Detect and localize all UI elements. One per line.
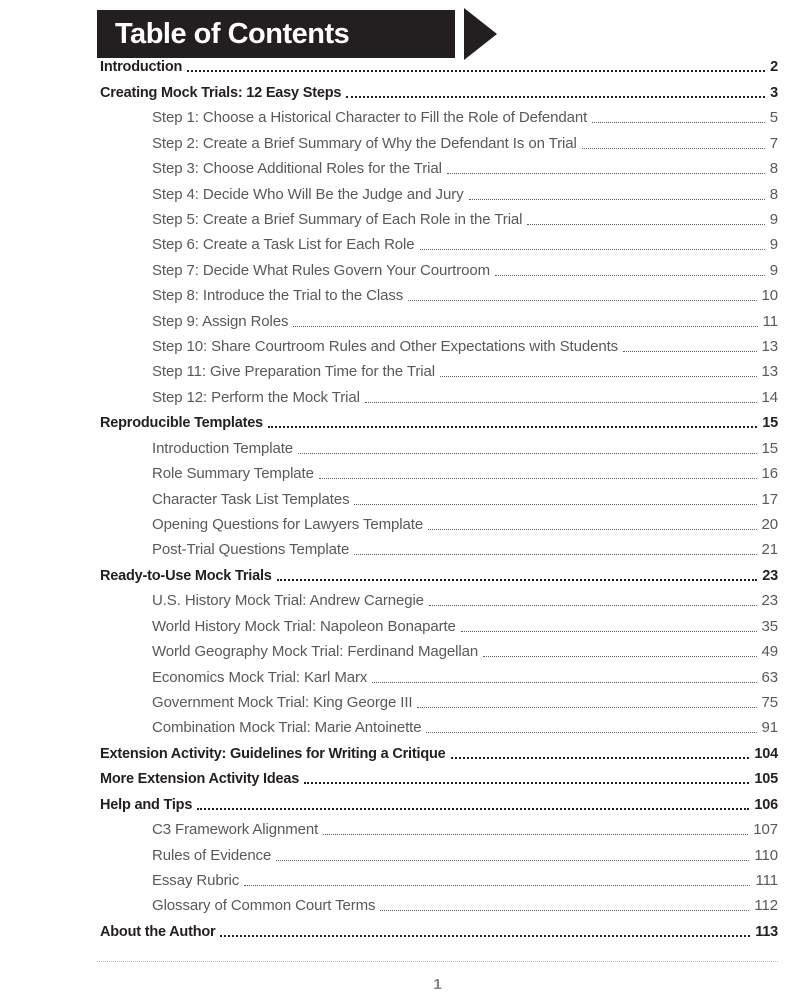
toc-entry-page: 63 bbox=[761, 668, 778, 686]
dot-leader bbox=[428, 529, 756, 530]
toc-entry-label: Rules of Evidence bbox=[152, 846, 272, 864]
toc-entry-label: World History Mock Trial: Napoleon Bonaparte bbox=[152, 617, 456, 635]
toc-entry-page: 20 bbox=[761, 516, 778, 534]
toc-entry bbox=[100, 889, 778, 914]
toc-entry-page: 111 bbox=[755, 871, 778, 889]
dot-leader bbox=[417, 707, 756, 708]
toc-entry-page: 91 bbox=[761, 719, 778, 737]
toc-entry bbox=[100, 431, 778, 456]
toc-entry-page: 9 bbox=[769, 261, 778, 279]
dot-leader bbox=[527, 224, 764, 225]
dot-leader bbox=[244, 885, 750, 886]
dot-leader bbox=[268, 426, 757, 428]
toc-entry-label: Step 8: Introduce the Trial to the Class bbox=[152, 287, 404, 305]
dot-leader bbox=[380, 910, 749, 911]
toc-entry-page: 9 bbox=[769, 236, 778, 254]
toc-entry-label: Reproducible Templates bbox=[100, 415, 263, 432]
toc-entry bbox=[100, 330, 778, 355]
toc-entry-label: Government Mock Trial: King George III bbox=[152, 693, 413, 711]
dot-leader bbox=[582, 148, 765, 149]
dot-leader bbox=[623, 351, 756, 352]
dot-leader bbox=[426, 732, 756, 733]
toc-entry-label: Glossary of Common Court Terms bbox=[152, 897, 376, 915]
dot-leader bbox=[354, 504, 756, 505]
dot-leader bbox=[408, 300, 756, 301]
toc-entry-page: 104 bbox=[754, 745, 778, 762]
toc-entry bbox=[100, 635, 778, 660]
dot-leader bbox=[319, 478, 757, 479]
toc-entry-label: Ready-to-Use Mock Trials bbox=[100, 567, 272, 584]
toc-entry bbox=[100, 406, 778, 431]
toc-entry-page: 110 bbox=[754, 846, 778, 864]
dot-leader bbox=[469, 199, 765, 200]
toc-entry-page: 13 bbox=[761, 363, 778, 381]
toc-entry bbox=[100, 126, 778, 151]
dot-leader bbox=[592, 122, 765, 123]
toc-entry bbox=[100, 711, 778, 736]
toc-entry bbox=[100, 228, 778, 253]
footer-page-number: 1 bbox=[433, 976, 442, 993]
dot-leader bbox=[495, 275, 765, 276]
dot-leader bbox=[346, 96, 765, 98]
toc-entry-page: 112 bbox=[754, 897, 778, 915]
toc-entry-label: Step 6: Create a Task List for Each Role bbox=[152, 236, 415, 254]
toc-entry-page: 17 bbox=[761, 490, 778, 508]
toc-entry-label: Creating Mock Trials: 12 Easy Steps bbox=[100, 84, 342, 101]
toc-entry bbox=[100, 838, 778, 863]
toc-entry-page: 15 bbox=[761, 439, 778, 457]
toc-entry-page: 8 bbox=[769, 185, 778, 203]
toc-entry-page: 23 bbox=[761, 592, 778, 610]
toc-entry-label: Essay Rubric bbox=[152, 871, 240, 889]
dot-leader bbox=[293, 326, 757, 327]
toc-entry-page: 7 bbox=[769, 134, 778, 152]
toc-entry-page: 75 bbox=[761, 693, 778, 711]
toc-entry bbox=[100, 813, 778, 838]
toc-entry-label: Step 12: Perform the Mock Trial bbox=[152, 388, 360, 406]
dot-leader bbox=[298, 453, 756, 454]
toc-entry bbox=[100, 75, 778, 100]
toc-entry bbox=[100, 457, 778, 482]
toc-entry-label: Post-Trial Questions Template bbox=[152, 541, 350, 559]
toc-entry-page: 11 bbox=[762, 312, 778, 330]
toc-entry-label: Step 5: Create a Brief Summary of Each Role in the Trial bbox=[152, 210, 523, 228]
toc-entry-label: Step 7: Decide What Rules Govern Your Courtroom bbox=[152, 261, 490, 279]
toc-entry-label: C3 Framework Alignment bbox=[152, 821, 319, 839]
toc-entry-page: 10 bbox=[761, 287, 778, 305]
toc-entry-page: 105 bbox=[754, 771, 778, 788]
toc-entry bbox=[100, 864, 778, 889]
dot-leader bbox=[365, 402, 757, 403]
toc-entry bbox=[100, 50, 778, 75]
toc-entry bbox=[100, 101, 778, 126]
dot-leader bbox=[220, 935, 750, 937]
toc-entry bbox=[100, 533, 778, 558]
toc-entry bbox=[100, 152, 778, 177]
toc-entry-label: Step 3: Choose Additional Roles for the Trial bbox=[152, 160, 442, 178]
toc-entry bbox=[100, 177, 778, 202]
toc-entry bbox=[100, 914, 778, 939]
toc-entry-page: 16 bbox=[761, 465, 778, 483]
toc-entry-page: 113 bbox=[755, 923, 778, 940]
toc-entry-page: 49 bbox=[761, 643, 778, 661]
toc-entry bbox=[100, 279, 778, 304]
toc-entry-page: 14 bbox=[761, 388, 778, 406]
toc-entry-label: Step 4: Decide Who Will Be the Judge and Jury bbox=[152, 185, 464, 203]
toc-entry-label: Introduction bbox=[100, 59, 183, 76]
toc-entry-page: 106 bbox=[754, 796, 778, 813]
dot-leader bbox=[420, 249, 765, 250]
toc-entry bbox=[100, 355, 778, 380]
toc-entry bbox=[100, 787, 778, 812]
dot-leader bbox=[277, 579, 758, 581]
toc-entry-label: Economics Mock Trial: Karl Marx bbox=[152, 668, 368, 686]
toc-entry-label: Opening Questions for Lawyers Template bbox=[152, 516, 424, 534]
toc-entry bbox=[100, 609, 778, 634]
toc-entry bbox=[100, 736, 778, 761]
toc-entry-page: 3 bbox=[770, 84, 778, 101]
dot-leader bbox=[483, 656, 756, 657]
toc-entry-page: 8 bbox=[769, 160, 778, 178]
toc-entry-label: World Geography Mock Trial: Ferdinand Magellan bbox=[152, 643, 479, 661]
dot-leader bbox=[276, 860, 749, 861]
toc-entry bbox=[100, 508, 778, 533]
toc-entry-label: U.S. History Mock Trial: Andrew Carnegie bbox=[152, 592, 424, 610]
footer-divider bbox=[97, 961, 778, 962]
dot-leader bbox=[372, 682, 756, 683]
toc-entry-page: 15 bbox=[762, 415, 778, 432]
toc-entry-label: Step 2: Create a Brief Summary of Why the Defendant Is on Trial bbox=[152, 134, 577, 152]
dot-leader bbox=[429, 605, 757, 606]
dot-leader bbox=[451, 757, 750, 759]
toc-entry-page: 13 bbox=[761, 338, 778, 356]
toc-list bbox=[100, 50, 778, 940]
toc-entry-label: Step 1: Choose a Historical Character to Fill the Role of Defendant bbox=[152, 109, 588, 127]
toc-entry bbox=[100, 304, 778, 329]
page-title: Table of Contents bbox=[115, 17, 350, 50]
toc-entry-page: 35 bbox=[761, 617, 778, 635]
toc-entry bbox=[100, 584, 778, 609]
toc-entry bbox=[100, 686, 778, 711]
dot-leader bbox=[461, 631, 757, 632]
toc-entry-label: Step 9: Assign Roles bbox=[152, 312, 289, 330]
dot-leader bbox=[323, 834, 748, 835]
toc-entry bbox=[100, 482, 778, 507]
toc-entry-label: Role Summary Template bbox=[152, 465, 314, 483]
toc-entry-label: More Extension Activity Ideas bbox=[100, 771, 300, 788]
toc-entry bbox=[100, 253, 778, 278]
toc-entry-label: Step 11: Give Preparation Time for the Trial bbox=[152, 363, 435, 381]
dot-leader bbox=[197, 808, 749, 810]
toc-entry-page: 9 bbox=[769, 210, 778, 228]
toc-entry bbox=[100, 380, 778, 405]
toc-entry-page: 23 bbox=[762, 567, 778, 584]
toc-entry-label: Extension Activity: Guidelines for Writing a Critique bbox=[100, 745, 446, 762]
toc-entry-label: Introduction Template bbox=[152, 439, 294, 457]
toc-entry-label: About the Author bbox=[100, 923, 216, 940]
toc-entry-label: Character Task List Templates bbox=[152, 490, 350, 508]
dot-leader bbox=[187, 70, 765, 72]
dot-leader bbox=[354, 554, 756, 555]
toc-entry-label: Step 10: Share Courtroom Rules and Other Expectations with Students bbox=[152, 338, 619, 356]
dot-leader bbox=[440, 376, 757, 377]
toc-entry-label: Help and Tips bbox=[100, 796, 193, 813]
toc-entry bbox=[100, 762, 778, 787]
toc-entry bbox=[100, 203, 778, 228]
toc-entry-page: 2 bbox=[770, 59, 778, 76]
toc-entry bbox=[100, 660, 778, 685]
toc-entry-page: 21 bbox=[761, 541, 778, 559]
toc-entry-page: 5 bbox=[769, 109, 778, 127]
toc-entry bbox=[100, 558, 778, 583]
dot-leader bbox=[447, 173, 765, 174]
toc-entry-label: Combination Mock Trial: Marie Antoinette bbox=[152, 719, 422, 737]
toc-entry-page: 107 bbox=[753, 821, 778, 839]
dot-leader bbox=[304, 782, 749, 784]
